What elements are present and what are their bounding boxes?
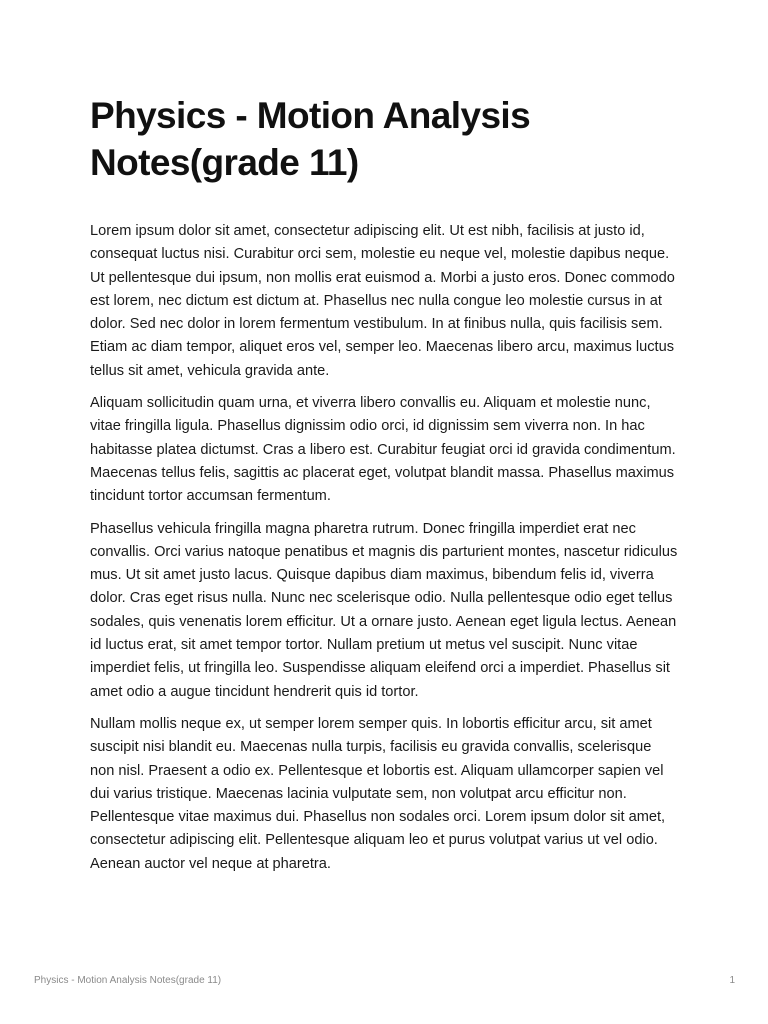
paragraph-1: Lorem ipsum dolor sit amet, consectetur adipiscing elit. Ut est nibh, facilisis at justo id, consequat luctus nisi. Curabitur orci sem, molestie eu neque vel, molestie dapibus neque. Ut pellentesque dui ipsum, non mollis erat euismod a. Morbi a justo eros. Donec commodo est lorem, nec dictum est dictum at. Phasellus nec nulla congue leo molestie cursus in at dolor. Sed nec dolor in lorem fermentum vestibulum. In at finibus nulla, quis facilisis sem. Etiam ac diam tempor, aliquet eros vel, semper leo. Maecenas libero arcu, maximus luctus tellus sit amet, vehicula gravida ante. xyxy=(90,223,675,379)
document-title: Physics - Motion Analysis Notes(grade 11) xyxy=(90,95,531,183)
paragraph-3: Phasellus vehicula fringilla magna pharetra rutrum. Donec fringilla imperdiet erat nec convallis. Orci varius natoque penatibus et magnis dis parturient montes, nascetur ridiculus mus. Ut sit amet justo lacus. Quisque dapibus diam maximus, bibendum felis id, viverra dolor. Cras eget risus nulla. Nunc nec scelerisque odio. Nulla pellentesque odio eget tellus sodales, quis venenatis lorem efficitur. Ut a ornare justo. Aenean eget ligula lectus. Aenean id luctus erat, sit amet tempor tortor. Nullam pretium ut metus vel suscipit. Nunc vitae imperdiet felis, ut fringilla leo. Suspendisse aliquam eleifend orci a imperdiet. Phasellus sit amet odio a augue tincidunt hendrerit quis id tortor. xyxy=(90,520,678,700)
document-page xyxy=(90,92,678,885)
footer-document-title: Physics - Motion Analysis Notes(grade 11) xyxy=(34,975,222,986)
paragraph-4: Nullam mollis neque ex, ut semper lorem semper quis. In lobortis efficitur arcu, sit amet suscipit nisi blandit eu. Maecenas nulla turpis, facilisis eu gravida convallis, scelerisque non nisl. Praesent a odio ex. Pellentesque et lobortis est. Aliquam ullamcorper sapien vel dui varius tristique. Maecenas lacinia vulputate sem, non volutpat arcu efficitur non. Pellentesque vitae maximus dui. Phasellus non sodales orci. Lorem ipsum dolor sit amet, consectetur adipiscing elit. Pellentesque aliquam leo et purus volutpat varius ut vel odio. Aenean auctor vel neque at pharetra. xyxy=(90,715,666,872)
footer-page-number: 1 xyxy=(729,975,735,986)
paragraph-2: Aliquam sollicitudin quam urna, et viverra libero convallis eu. Aliquam et molestie nunc, vitae fringilla ligula. Phasellus dignissim odio orci, id dignissim sem viverra non. In hac habitasse platea dictumst. Cras a libero est. Curabitur feugiat orci id gravida condimentum. Maecenas tellus felis, sagittis ac placerat eget, volutpat blandit massa. Phasellus maximus tincidunt tortor accumsan fermentum. xyxy=(90,395,676,505)
